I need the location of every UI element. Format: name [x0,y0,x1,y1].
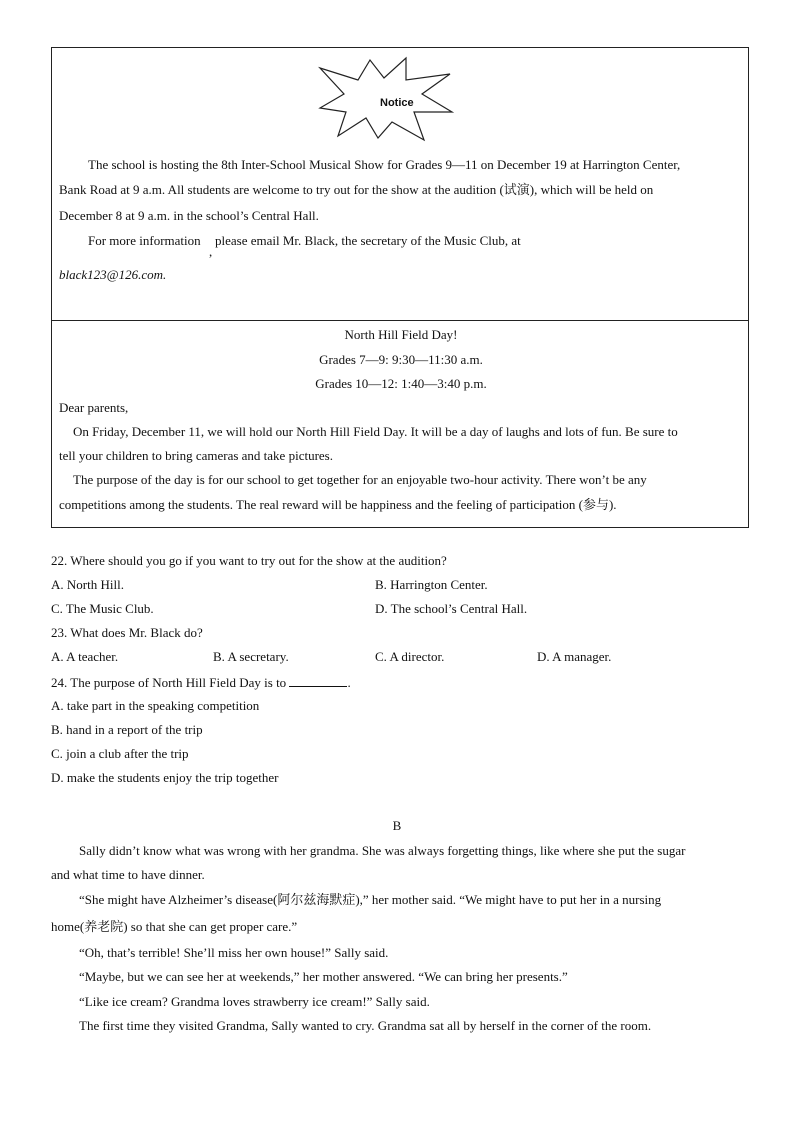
notice-para2-rest: please email Mr. Black, the secretary of the Music Club, at [215,233,521,248]
field-day-line: The purpose of the day is for our school to get together for an enjoyable two-hour activity. There won’t be any [73,472,647,487]
field-day-line: competitions among the students. The real reward will be happiness and the feeling of participation (参与). [59,497,617,512]
notice-badge: Notice [380,97,414,109]
q24-period: . [347,675,351,690]
passage-line: and what time to have dinner. [51,867,205,882]
passage-line: “She might have Alzheimer’s disease(阿尔兹海默症),” her mother said. “We might have to put her in a nursing [79,892,662,907]
passage-line: The first time they visited Grandma, Sally wanted to cry. Grandma sat all by herself in the corner of the room. [79,1018,652,1033]
q23-option-a: A. A teacher. [51,649,119,664]
schedule-grades-7-9: Grades 7—9: 9:30—11:30 a.m. [319,352,483,367]
passage-line: “Oh, that’s terrible! She’ll miss her own house!” Sally said. [79,945,389,960]
field-day-line: On Friday, December 11, we will hold our North Hill Field Day. It will be a day of laughs and lots of fun. Be sure to [73,424,678,439]
q24-option-a: A. take part in the speaking competition [51,698,260,713]
q24-stem-text: 24. The purpose of North Hill Field Day is to [51,675,287,690]
notice-para2-start: For more information [88,233,201,248]
passage-line: home(养老院) so that she can get proper care.” [51,919,298,934]
notice-para1-line3: December 8 at 9 a.m. in the school’s Central Hall. [59,208,319,223]
notice-para2-comma: , [209,244,213,259]
field-day-title: North Hill Field Day! [344,327,458,342]
answer-blank [289,674,347,687]
notice-para1-line2: Bank Road at 9 a.m. All students are welcome to try out for the show at the audition (试演), which will be held on [59,182,654,197]
q22-option-b: B. Harrington Center. [375,577,488,592]
passage-line: “Maybe, but we can see her at weekends,” her mother answered. “We can bring her presents.” [79,969,568,984]
notice-para1-line1: The school is hosting the 8th Inter-School Musical Show for Grades 9—11 on December 19 at Harrington Center, [88,157,681,172]
q22-option-c: C. The Music Club. [51,601,154,616]
q23-option-d: D. A manager. [537,649,612,664]
q23-option-c: C. A director. [375,649,445,664]
q23-stem: 23. What does Mr. Black do? [51,625,203,640]
q24-option-b: B. hand in a report of the trip [51,722,203,737]
q24-stem [51,674,351,691]
q22-option-d: D. The school’s Central Hall. [375,601,528,616]
schedule-grades-10-12: Grades 10—12: 1:40—3:40 p.m. [315,376,487,391]
q24-option-c: C. join a club after the trip [51,746,189,761]
passage-heading: B [392,818,402,833]
q22-option-a: A. North Hill. [51,577,124,592]
q23-option-b: B. A secretary. [213,649,289,664]
notice-box [51,47,749,321]
q24-option-d: D. make the students enjoy the trip together [51,770,279,785]
passage-line: Sally didn’t know what was wrong with her grandma. She was always forgetting things, like where she put the sugar [79,843,686,858]
field-day-line: tell your children to bring cameras and take pictures. [59,448,333,463]
passage-line: “Like ice cream? Grandma loves strawberry ice cream!” Sally said. [79,994,430,1009]
q22-stem: 22. Where should you go if you want to try out for the show at the audition? [51,553,447,568]
field-day-greeting: Dear parents, [59,400,129,415]
email-link[interactable]: black123@126.com. [59,267,167,282]
field-day-box [51,320,749,528]
